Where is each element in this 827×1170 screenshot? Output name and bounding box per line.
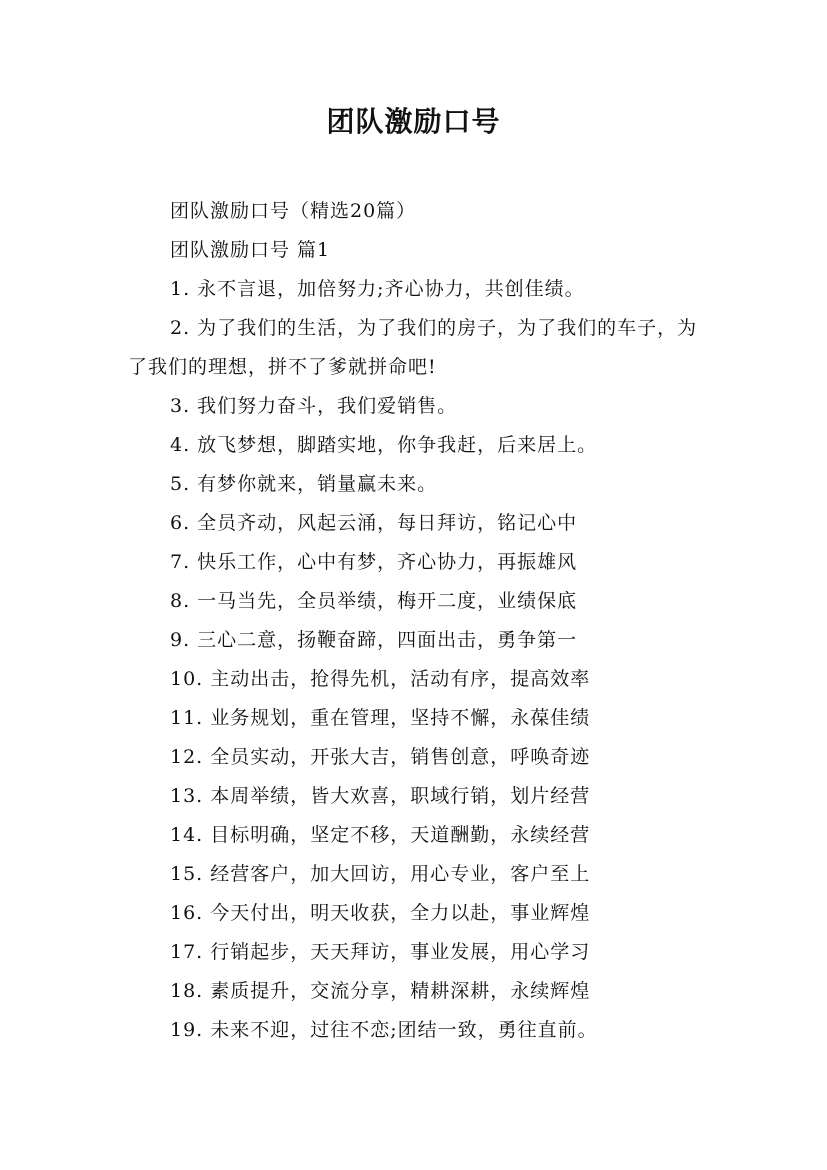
slogan-item: 8. 一马当先，全员举绩，梅开二度，业绩保底: [170, 590, 578, 612]
slogan-item: 13. 本周举绩，皆大欢喜，职域行销，划片经营: [170, 785, 591, 807]
slogan-item: 10. 主动出击，抢得先机，活动有序，提高效率: [170, 668, 591, 690]
slogan-item: 16. 今天付出，明天收获，全力以赴，事业辉煌: [170, 902, 591, 924]
slogan-item: 12. 全员实动，开张大吉，销售创意，呼唤奇迹: [170, 746, 591, 768]
slogan-item: 17. 行销起步，天天拜访，事业发展，用心学习: [170, 941, 591, 963]
slogan-item: 6. 全员齐动，风起云涌，每日拜访，铭记心中: [170, 512, 578, 534]
slogan-item: 5. 有梦你就来，销量赢未来。: [170, 473, 438, 495]
slogan-item: 3. 我们努力奋斗，我们爱销售。: [170, 395, 458, 417]
slogan-item: 9. 三心二意，扬鞭奋蹄，四面出击，勇争第一: [170, 629, 578, 651]
slogan-item: 2. 为了我们的生活，为了我们的房子，为了我们的车子，为了我们的理想，拼不了爹就拼命吧!: [128, 317, 698, 378]
slogan-item: 14. 目标明确，坚定不移，天道酬勤，永续经营: [170, 824, 591, 846]
slogan-item: 4. 放飞梦想，脚踏实地，你争我赶，后来居上。: [170, 434, 598, 456]
slogan-item: 11. 业务规划，重在管理，坚持不懈，永葆佳绩: [170, 707, 591, 729]
section-heading: 团队激励口号 篇1: [170, 239, 331, 261]
document-subtitle: 团队激励口号（精选20篇）: [170, 200, 417, 222]
slogan-item: 7. 快乐工作，心中有梦，齐心协力，再振雄风: [170, 551, 578, 573]
slogan-item: 15. 经营客户，加大回访，用心专业，客户至上: [170, 863, 591, 885]
slogan-item: 1. 永不言退，加倍努力;齐心协力，共创佳绩。: [170, 278, 585, 300]
document-body: [128, 192, 708, 1050]
slogan-item: 19. 未来不迎，过往不恋;团结一致，勇往直前。: [170, 1019, 598, 1041]
document-title: 团队激励口号: [326, 105, 501, 138]
slogan-item: 18. 素质提升，交流分享，精耕深耕，永续辉煌: [170, 980, 591, 1002]
